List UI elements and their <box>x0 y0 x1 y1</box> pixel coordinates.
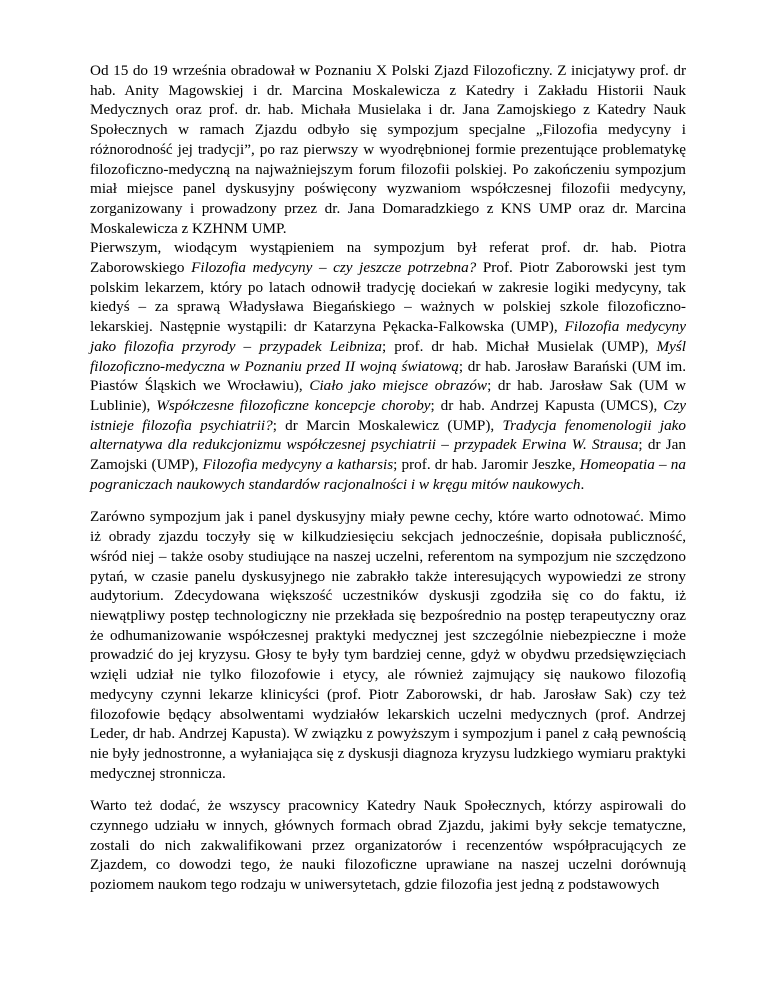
title-run: Myśl filozoficzno-medyczna w Poznaniu przed II wojną światową <box>90 337 687 375</box>
text-run: ; prof. dr hab. Michał Musielak (UMP), <box>382 337 657 355</box>
paragraph-3: Zarówno sympozjum jak i panel dyskusyjny miały pewne cechy, które warto odnotować. Mimo iż obrady zjazdu toczyły się w kilkudziesięciu sekcjach jednocześnie, dopisała publiczność, wśród niej – także osoby studiujące na naszej uczelni, referentom na sympozjum nie szczędzono pytań, w czasie panelu dyskusyjnego nie zabrakło także interesujących wypowiedzi ze strony audytorium. Zdecydowana większość uczestników dyskusji zgodziła się co do faktu, iż niewątpliwy postęp technologiczny nie przekłada się bezpośrednio na postęp terapeutyczny oraz że odhumanizowanie współczesnej praktyki medycznej jest szczególnie niebezpieczne i może prowadzić do jej kryzysu. Głosy te były tym bardziej cenne, gdyż w obydwu przedsięwzięciach wzięli udział nie tylko filozofowie i etycy, ale również zajmujący się naukowo filozofią medycyny czynni lekarze klinicyści (prof. Piotr Zaborowski, dr hab. Jarosław Sak) czy też filozofowie będący absolwentami wydziałów lekarskich uczelni medycznych (prof. Andrzej Leder, dr hab. Andrzej Kapusta). W związku z powyższym i sympozjum i panel z całą pewnością nie były jednostronne, a wyłaniająca się z dyskusji diagnoza kryzysu ludzkiego wymiaru praktyki medycznej stronnicza. <box>90 508 686 782</box>
title-run: Filozofia medycyny – czy jeszcze potrzebna? <box>191 259 477 277</box>
text-run: . <box>580 475 585 493</box>
text-run: ; dr hab. Jarosław Sak (UM w Lublinie), <box>90 377 686 414</box>
paragraph-2 <box>90 238 686 494</box>
text-run: ; dr Marcin Moskalewicz (UMP), <box>272 416 503 434</box>
text-run: Pierwszym, wiodącym wystąpieniem na sympozjum był referat prof. dr. hab. Piotra Zaborowskiego <box>90 239 686 277</box>
title-run: Filozofia medycyny jako filozofia przyrody – przypadek Leibniza <box>90 318 686 355</box>
paragraph-4: Warto też dodać, że wszyscy pracownicy Katedry Nauk Społecznych, którzy aspirowali do czynnego udziału w innych, głównych formach obrad Zjazdu, jakimi były sekcje tematyczne, zostali do nich zakwalifikowani przez organizatorów i recenzentów współpracujących ze Zjazdem, co dowodzi tego, że nauki filozoficzne uprawiane na naszej uczelni dorównują poziomem naukom tego rodzaju w uniwersytetach, gdzie filozofia jest jedną z podstawowych <box>90 797 686 894</box>
title-run: Homeopatia – na pograniczach naukowych standardów racjonalności i w kręgu mitów naukowych <box>90 456 686 493</box>
text-run: ; dr hab. Jarosław Barański (UM im. Piastów Śląskich we Wrocławiu), <box>90 357 686 395</box>
text-run: ; prof. dr hab. Jaromir Jeszke, <box>393 456 580 474</box>
title-run: Filozofia medycyny a katharsis <box>202 456 394 474</box>
paragraph-1: Od 15 do 19 września obradował w Poznaniu X Polski Zjazd Filozoficzny. Z inicjatywy prof. dr hab. Anity Magowskiej i dr. Marcina Moskalewicza z Katedry i Zakładu Historii Nauk Medycznych oraz prof. dr. hab. Michała Musielaka i dr. Jana Zamojskiego z Katedry Nauk Społecznych w ramach Zjazdu odbyło się sympozjum specjalne „Filozofia medycyny i różnorodność jej tradycji”, po raz pierwszy w wyodrębnionej formie prezentujące problematykę filozoficzno-medyczną na najważniejszym forum filozofii polskiej. Po zakończeniu sympozjum miał miejsce panel dyskusyjny poświęcony wyzwaniom współczesnej filozofii medycyny, zorganizowany i prowadzony przez dr. Jana Domaradzkiego z KNS UMP oraz dr. Marcina Moskalewicza z KZHNM UMP. <box>90 62 686 237</box>
text-run: ; dr Jan Zamojski (UMP), <box>90 436 686 474</box>
document-body <box>90 61 686 908</box>
text-run: Prof. Piotr Zaborowski jest tym polskim lekarzem, który po latach odnowił tradycję dociekań w zakresie logiki medycyny, tak kiedyś – za sprawą Władysława Biegańskiego – ważnych w polskiej szkole filozoficzno-lekarskiej. Następnie wystąpili: dr Katarzyna Pękacka-Falkowska (UMP), <box>90 259 686 336</box>
title-run: Czy istnieje filozofia psychiatrii? <box>90 396 687 434</box>
title-run: Ciało jako miejsce obrazów <box>309 377 488 395</box>
text-run: ; dr hab. Andrzej Kapusta (UMCS), <box>430 396 664 414</box>
title-run: Współczesne filozoficzne koncepcje choroby <box>156 396 431 414</box>
title-run: Tradycja fenomenologii jako alternatywa dla redukcjonizmu współczesnej psychiatrii – przypadek Erwina W. Strausa <box>90 416 686 454</box>
